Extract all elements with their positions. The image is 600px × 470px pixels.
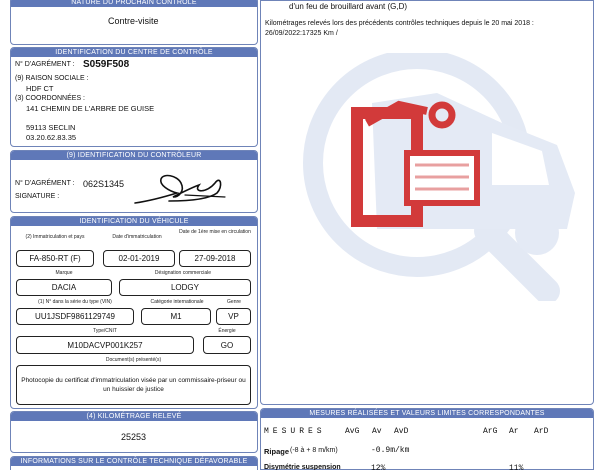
vehicle-title: IDENTIFICATION DU VÉHICULE (11, 217, 257, 226)
next-visit-value: Contre-visite (108, 16, 159, 26)
right-column (260, 0, 594, 470)
col-arg: ArG (483, 427, 498, 436)
signature-mark (129, 163, 229, 209)
centre-title: IDENTIFICATION DU CENTRE DE CONTRÔLE (11, 48, 257, 57)
controleur-title: (9) IDENTIFICATION DU CONTRÔLEUR (11, 151, 257, 160)
km-history-line2: 26/09/2022:17325 Km / (265, 30, 338, 37)
kilometrage-title: (4) KILOMÉTRAGE RELEVÉ (11, 412, 257, 421)
docs-label: Document(s) présenté(s) (105, 357, 162, 363)
km-history-line1: Kilométrages relevés lors des précédents contrôles techniques depuis le 20 mai 2018 : (265, 20, 534, 27)
col-avd: AvD (394, 427, 409, 436)
next-visit-section (10, 0, 258, 45)
designation-label: Désignation commerciale (154, 270, 212, 276)
controleur-section (10, 150, 258, 213)
defect-line: d'un feu de brouillard avant (G,D) (289, 2, 408, 11)
centre-agrement-label: N° D'AGRÉMENT : (15, 61, 75, 68)
energie-label: Énergie (218, 328, 236, 334)
row3-right: 11% (509, 464, 524, 470)
genre-value: VP (216, 308, 251, 325)
categorie-value: M1 (141, 308, 211, 325)
measures-header: MESURES (264, 427, 326, 436)
date-circ-value: 27-09-2018 (179, 250, 251, 267)
defects-panel (260, 0, 594, 405)
car-inspection-watermark (287, 53, 587, 301)
immat-label: (2) Immatriculation et pays (25, 234, 85, 240)
marque-value: DACIA (16, 279, 112, 296)
centre-coord-label: (3) COORDONNÉES : (15, 95, 86, 102)
vin-label: (1) N° dans la série du type (VIN) (38, 299, 112, 305)
controleur-agrement-label: N° D'AGRÉMENT : (15, 180, 75, 187)
type-label: Type/CNIT (93, 328, 117, 334)
marque-label: Marque (55, 270, 73, 276)
ripage-label: Ripage (264, 447, 290, 456)
centre-address: 141 CHEMIN DE L'ARBRE DE GUISE (26, 104, 155, 113)
centre-agrement-value: S059F508 (83, 59, 130, 70)
col-av: Av (372, 427, 382, 436)
measures-title: MESURES RÉALISÉES ET VALEURS LIMITES CORRESPONDANTES (261, 409, 593, 418)
centre-raison-label: (9) RAISON SOCIALE : (15, 75, 89, 82)
date-immat-label: Date d'immatriculation (112, 234, 162, 240)
energie-value: GO (203, 336, 251, 354)
genre-label: Genre (227, 299, 241, 305)
ripage-value: -0.9m/km (371, 446, 410, 455)
kilometrage-value: 25253 (121, 432, 147, 442)
unfavorable-section (10, 456, 258, 470)
row3-left: 12% (371, 464, 386, 470)
categorie-label: Catégorie internationale (150, 299, 204, 305)
vin-value: UU1JSDF9861129749 (16, 308, 134, 325)
controleur-signature-label: SIGNATURE : (15, 193, 60, 200)
col-ard: ArD (534, 427, 549, 436)
centre-phone: 03.20.62.83.35 (26, 133, 77, 142)
unfavorable-title: INFORMATIONS SUR LE CONTRÔLE TECHNIQUE DÉFAVORABLE (11, 457, 257, 466)
date-immat-value: 02-01-2019 (103, 250, 175, 267)
vehicle-section (10, 216, 258, 409)
kilometrage-section (10, 411, 258, 453)
type-value: M10DACVP001K257 (16, 336, 194, 354)
col-avg: AvG (345, 427, 360, 436)
centre-raison-value: HDF CT (26, 84, 54, 93)
docs-value: Photocopie du certificat d'immatriculation visée par un commissaire-priseur ou un huissier de justice (16, 365, 251, 405)
row3-label: Disymétrie suspension (264, 464, 341, 470)
col-ar: Ar (509, 427, 519, 436)
immat-value: FA-850-RT (F) (16, 250, 94, 267)
date-circ-label: Date de 1ère mise en circulation (179, 229, 251, 235)
next-visit-title: NATURE DU PROCHAIN CONTROLE (11, 0, 257, 7)
controleur-agrement-value: 062S1345 (83, 179, 125, 189)
centre-section (10, 47, 258, 147)
ripage-limits: (-8 à + 8 m/km) (290, 447, 338, 454)
left-column (10, 0, 258, 470)
designation-value: LODGY (119, 279, 251, 296)
centre-city: 59113 SECLIN (26, 123, 76, 132)
measures-panel (260, 408, 594, 470)
